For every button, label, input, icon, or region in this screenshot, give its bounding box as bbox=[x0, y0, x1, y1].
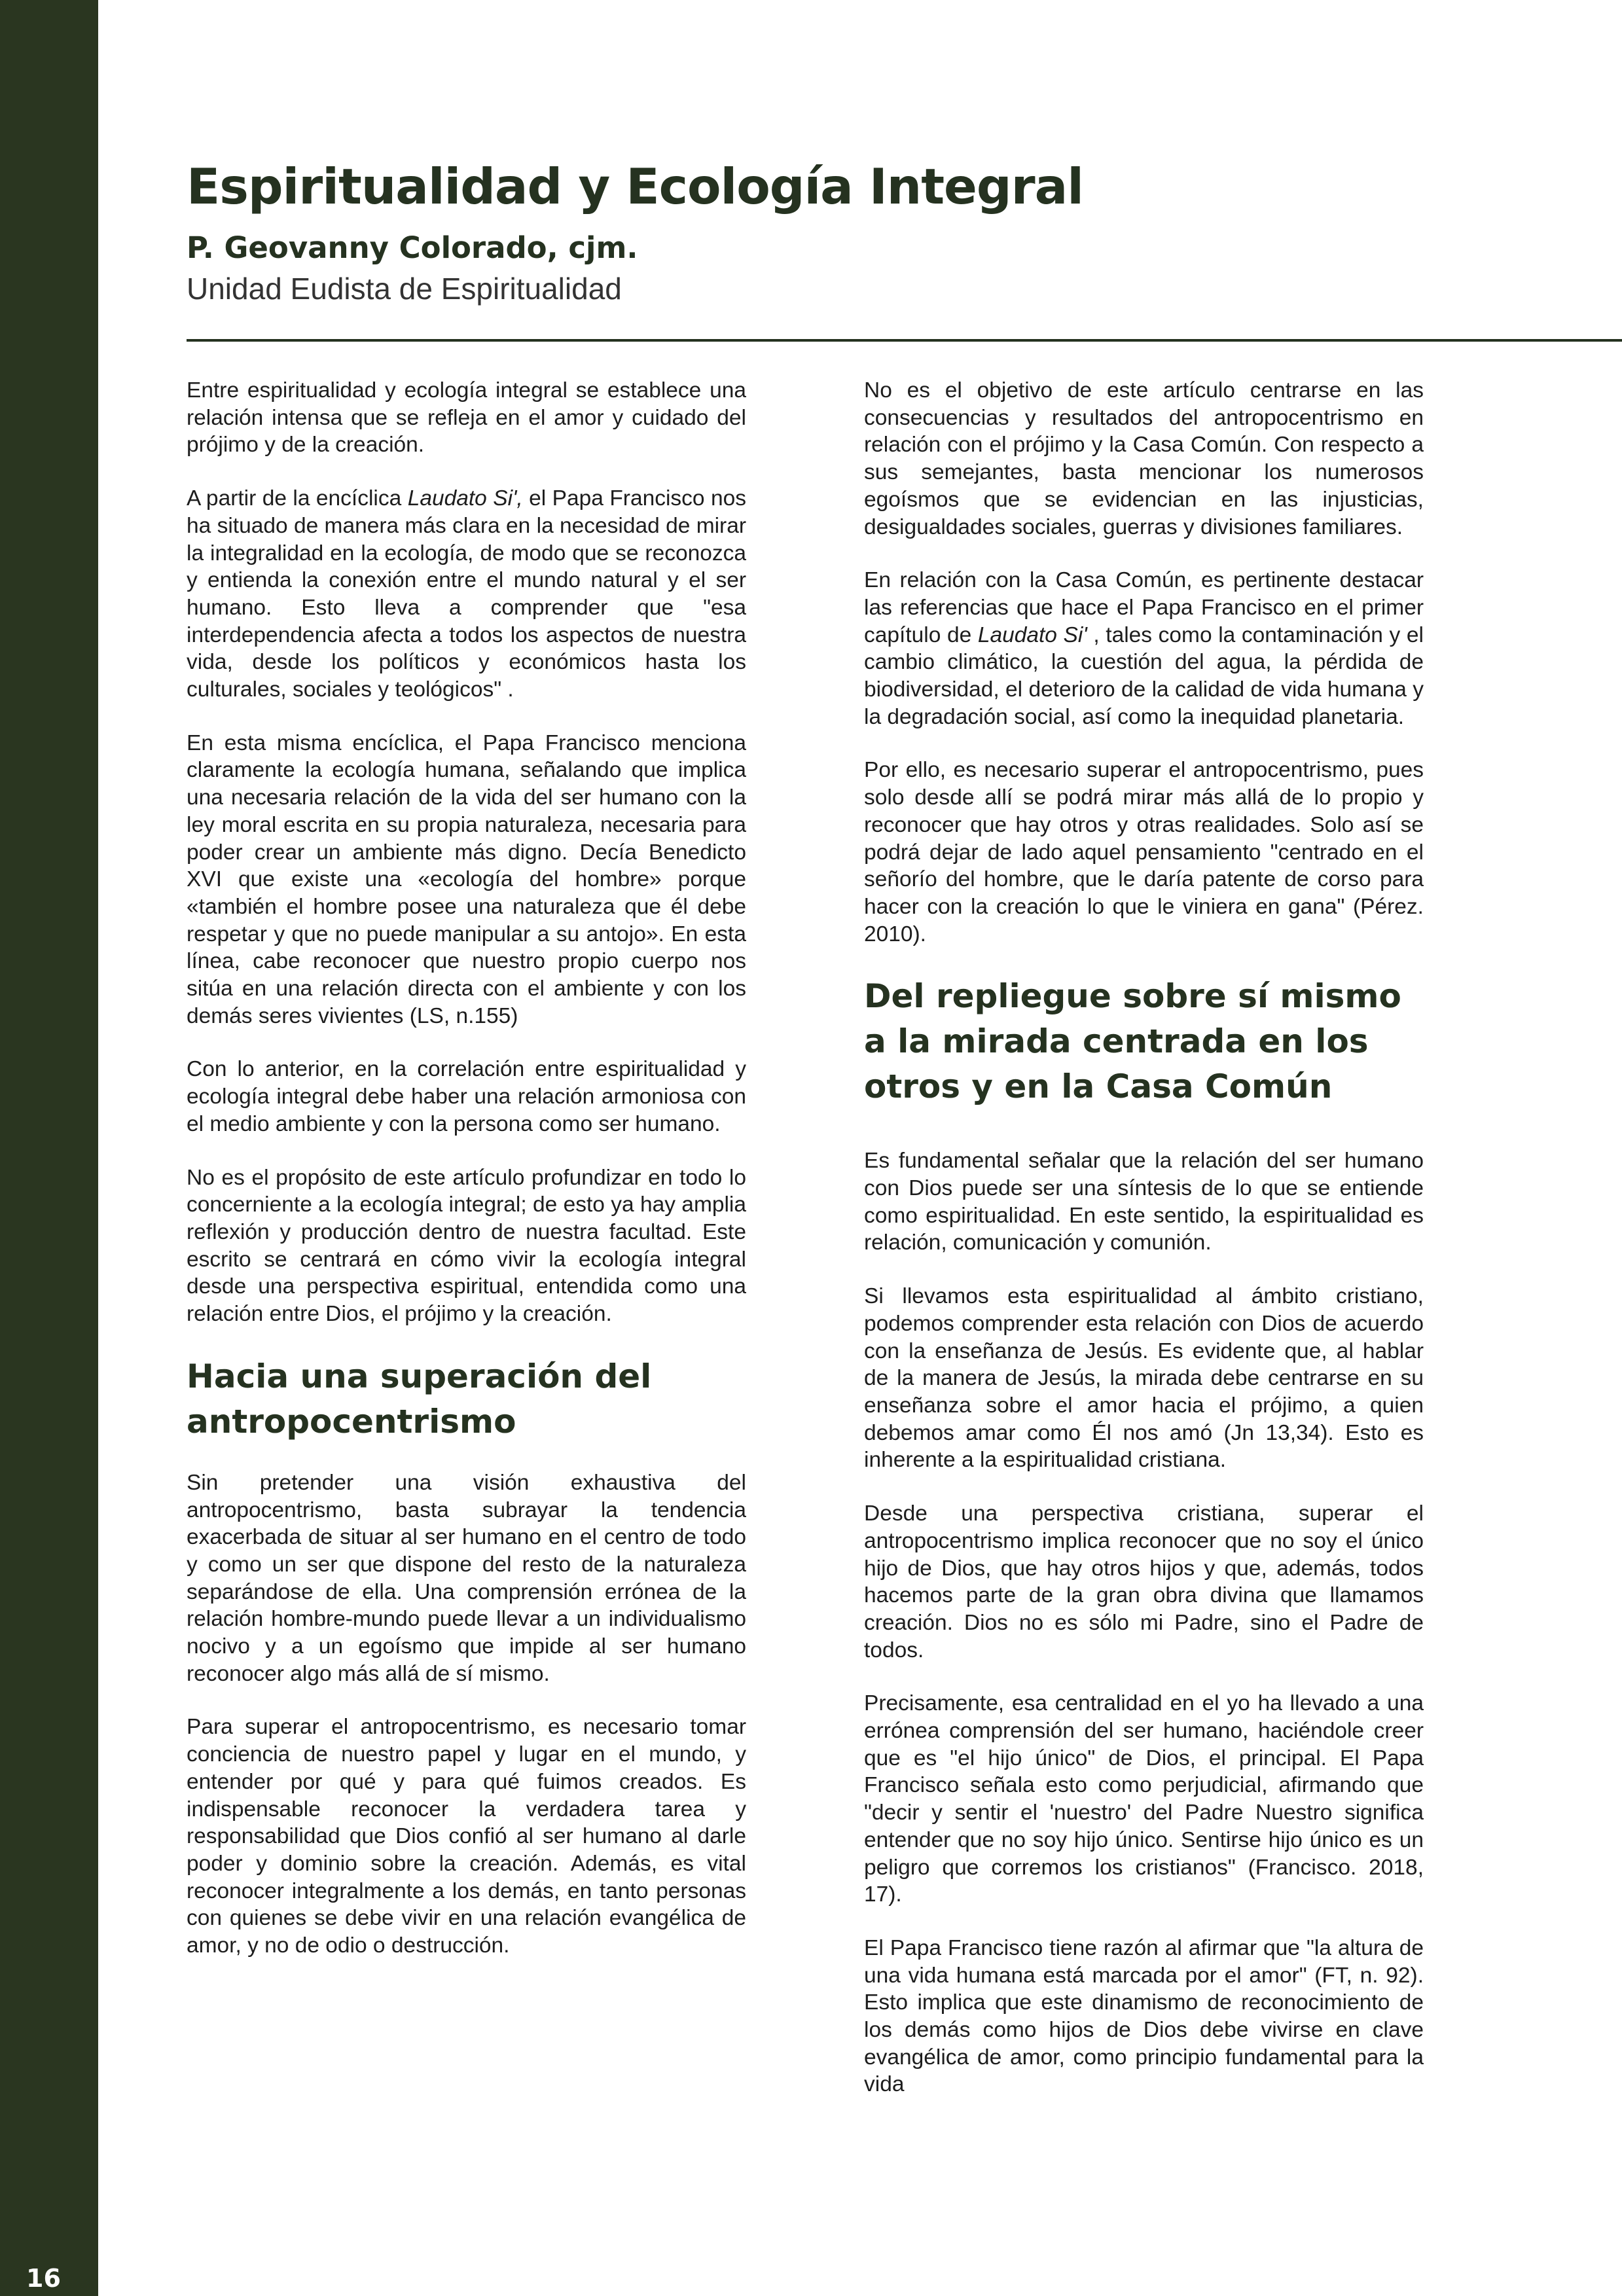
paragraph bbox=[187, 485, 746, 704]
article-author: P. Geovanny Colorado, cjm. bbox=[187, 230, 638, 265]
paragraph: Entre espiritualidad y ecología integral se establece una relación intensa que se refleja en el amor y cuidado del prójimo y de la creación. bbox=[187, 378, 746, 457]
paragraph: En esta misma encíclica, el Papa Francisco menciona claramente la ecología humana, señalando que implica una necesaria relación de la vida del ser humano con la ley moral escrita en su propia naturaleza, necesaria para poder crear un ambiente más digno. Decía Benedicto XVI que existe una «ecología del hombre» porque «también el hombre posee una naturaleza que él debe respetar y que no puede manipular a su antojo». En esta línea, cabe reconocer que nuestro propio cuerpo nos sitúa en una relación directa con el ambiente y con los demás seres vivientes (LS, n.155) bbox=[187, 730, 746, 1028]
paragraph: Sin pretender una visión exhaustiva del antropocentrismo, basta subrayar la tendencia exacerbada de situar al ser humano en el centro de todo y como un ser que dispone del resto de la naturaleza separándose de ella. Una comprensión errónea de la relación hombre-mundo puede llevar a un individualismo nocivo y a un egoísmo que impide al ser humano reconocer algo más allá de sí mismo. bbox=[187, 1470, 746, 1686]
article-title: Espiritualidad y Ecología Integral bbox=[187, 158, 1083, 215]
paragraph-text: En relación con la Casa Común, es pertinente destacar las referencias que hace el Papa Francisco en el primer capítulo de bbox=[864, 568, 1424, 647]
book-title-laudato-si: Laudato Si', bbox=[407, 486, 523, 511]
paragraph: Por ello, es necesario superar el antropocentrismo, pues solo desde allí se podrá mirar más allá de lo propio y reconocer que hay otros y otras realidades. Solo así se podrá dejar de lado aquel pensamiento "centrado en el señorío del hombre, que le daría patente de corso para hacer con la creación lo que le viniera en gana" (Pérez. 2010). bbox=[864, 758, 1424, 946]
paragraph: El Papa Francisco tiene razón al afirmar que "la altura de una vida humana está marcada por el amor" (FT, n. 92). Esto implica que este dinamismo de reconocimiento de los demás como hijos de Dios debe vivirse en clave evangélica de amor, como principio fundamental para la vida bbox=[864, 1935, 1424, 2097]
article-header bbox=[187, 157, 1594, 307]
paragraph: No es el propósito de este artículo profundizar en todo lo concerniente a la ecología integral; de esto ya hay amplia reflexión y producción dentro de nuestra facultad. Este escrito se centrará en cómo vivir la ecología integral desde una perspectiva espiritual, entendida como una relación entre Dios, el prójimo y la creación. bbox=[187, 1165, 746, 1327]
paragraph: Precisamente, esa centralidad en el yo ha llevado a una errónea comprensión del ser humano, haciéndole creer que es "el hijo único" de Dios, el principal. El Papa Francisco señala esto como perjudicial, afirmando que "decir y sentir el 'nuestro' del Padre Nuestro significa entender que no soy hijo único. Sentirse hijo único es un peligro que corremos los cristianos" (Francisco. 2018, 17). bbox=[864, 1691, 1424, 1907]
header-divider bbox=[187, 339, 1622, 342]
paragraph: Con lo anterior, en la correlación entre espiritualidad y ecología integral debe haber una relación armoniosa con el medio ambiente y con la persona como ser humano. bbox=[187, 1057, 746, 1136]
paragraph: Desde una perspectiva cristiana, superar el antropocentrismo implica reconocer que no soy el único hijo de Dios, que hay otros hijos y que, además, todos hacemos parte de la gran obra divina que llamamos creación. Dios no es sólo mi Padre, sino el Padre de todos. bbox=[864, 1501, 1424, 1662]
paragraph-text: el Papa Francisco nos ha situado de manera más clara en la necesidad de mirar la integralidad en la ecología, de modo que se reconozca y entienda la conexión entre el mundo natural y el ser humano. Esto lleva a comprender que "esa interdependencia afecta a todos los aspectos de nuestra vida, desde los políticos y económicos hasta los culturales, sociales y teológicos" . bbox=[187, 486, 746, 702]
section-heading: Del repliegue sobre sí mismo a la mirada centrada en los otros y en la Casa Común bbox=[864, 977, 1401, 1106]
paragraph: Es fundamental señalar que la relación del ser humano con Dios puede ser una síntesis de lo que se entiende como espiritualidad. En este sentido, la espiritualidad es relación, comunicación y comunión. bbox=[864, 1149, 1424, 1255]
page-sidebar-band bbox=[0, 0, 98, 2296]
paragraph: Si llevamos esta espiritualidad al ámbito cristiano, podemos comprender esta relación con Dios de acuerdo con la enseñanza de Jesús. Es evidente que, al hablar de la manera de Jesús, la mirada debe centrarse en su enseñanza sobre el amor hacia el prójimo, a quien debemos amar como Él nos amó (Jn 13,34). Esto es inherente a la espiritualidad cristiana. bbox=[864, 1284, 1424, 1473]
paragraph: No es el objetivo de este artículo centrarse en las consecuencias y resultados del antropocentrismo en relación con el prójimo y la Casa Común. Con respecto a sus semejantes, basta mencionar los numerosos egoísmos que se evidencian en las injusticias, desigualdades sociales, guerras y divisiones familiares. bbox=[864, 378, 1424, 539]
paragraph: Para superar el antropocentrismo, es necesario tomar conciencia de nuestro papel y lugar en el mundo, y entender por qué y para qué fuimos creados. Es indispensable reconocer la verdadera tarea y responsabilidad que Dios confió al ser humano al darle poder y dominio sobre la creación. Además, es vital reconocer integralmente a los demás, en tanto personas con quienes se debe vivir en una relación evangélica de amor, y no de odio o destrucción. bbox=[187, 1715, 746, 1958]
right-column bbox=[864, 377, 1424, 2125]
left-column bbox=[187, 377, 746, 1986]
author-affiliation: Unidad Eudista de Espiritualidad bbox=[187, 272, 622, 306]
page-number: 16 bbox=[26, 2264, 61, 2293]
book-title-laudato-si: Laudato Si' bbox=[977, 622, 1087, 647]
paragraph bbox=[864, 567, 1424, 730]
section-heading: Hacia una superación del antropocentrismo bbox=[187, 1357, 652, 1441]
paragraph-text: , tales como la contaminación y el cambio climático, la cuestión del agua, la pérdida de biodiversidad, el deterioro de la calidad de vida humana y la degradación social, así como la inequidad planetaria. bbox=[864, 622, 1424, 729]
paragraph-text: A partir de la encíclica bbox=[187, 486, 408, 511]
